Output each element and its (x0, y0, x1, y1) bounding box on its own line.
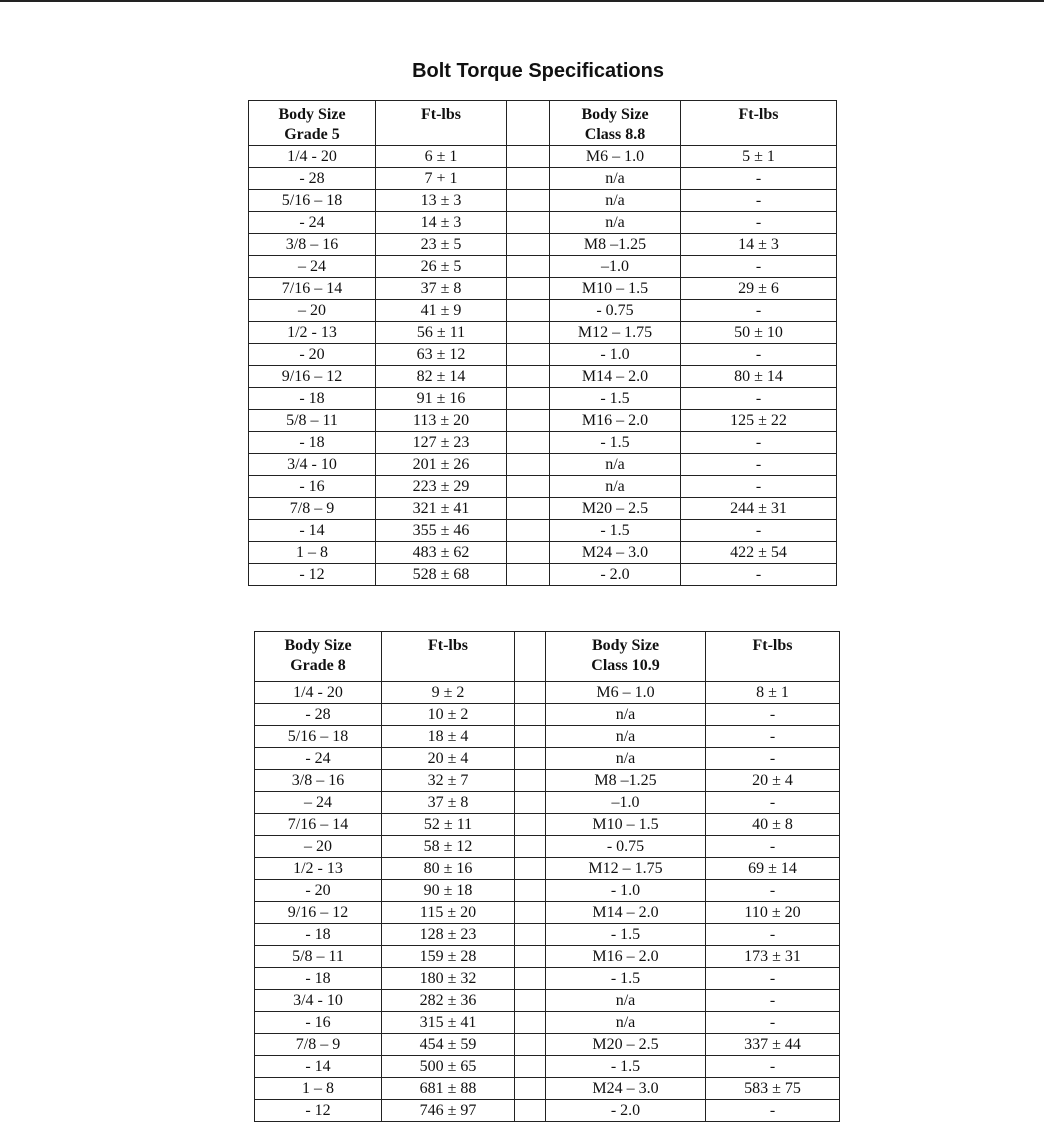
table-row (255, 1012, 840, 1034)
spacer-cell (507, 344, 550, 366)
cell-metric-size: n/a (546, 1012, 706, 1034)
header-grade-label: Grade 8 (290, 657, 346, 674)
cell-body-size: 1/2 - 13 (249, 322, 376, 344)
cell-body-size: - 28 (249, 168, 376, 190)
cell-metric-ft-lbs: 8 ± 1 (706, 682, 840, 704)
cell-metric-size: - 1.5 (550, 520, 681, 542)
cell-body-size: - 18 (255, 924, 382, 946)
cell-ft-lbs: 52 ± 11 (382, 814, 515, 836)
cell-body-size: - 20 (249, 344, 376, 366)
spacer-cell (515, 1078, 546, 1100)
cell-ft-lbs: 82 ± 14 (376, 366, 507, 388)
table-row (249, 476, 837, 498)
cell-metric-size: M10 – 1.5 (550, 278, 681, 300)
cell-metric-ft-lbs: - (681, 454, 837, 476)
cell-body-size: - 18 (249, 432, 376, 454)
table-row (249, 344, 837, 366)
cell-ft-lbs: 528 ± 68 (376, 564, 507, 586)
cell-metric-ft-lbs: 80 ± 14 (681, 366, 837, 388)
spacer-cell (507, 146, 550, 168)
cell-metric-ft-lbs: - (706, 880, 840, 902)
spacer-cell (515, 704, 546, 726)
cell-ft-lbs: 180 ± 32 (382, 968, 515, 990)
spacer-cell (507, 454, 550, 476)
cell-ft-lbs: 315 ± 41 (382, 1012, 515, 1034)
cell-metric-ft-lbs: 29 ± 6 (681, 278, 837, 300)
cell-ft-lbs: 201 ± 26 (376, 454, 507, 476)
cell-metric-ft-lbs: - (706, 1012, 840, 1034)
cell-body-size: 3/4 - 10 (255, 990, 382, 1012)
table-row (249, 498, 837, 520)
table-row (255, 726, 840, 748)
cell-ft-lbs: 20 ± 4 (382, 748, 515, 770)
header-grade-label: Grade 5 (284, 126, 340, 143)
header-body-size-label: Body Size (284, 637, 352, 654)
cell-metric-size: –1.0 (550, 256, 681, 278)
spacer-cell (507, 190, 550, 212)
spacer-cell (507, 168, 550, 190)
cell-metric-size: - 1.5 (550, 432, 681, 454)
table-row (249, 564, 837, 586)
spacer-cell (507, 476, 550, 498)
cell-metric-size: - 1.0 (546, 880, 706, 902)
cell-metric-ft-lbs: - (681, 388, 837, 410)
cell-body-size: - 12 (255, 1100, 382, 1122)
table-row (249, 432, 837, 454)
table-row (255, 858, 840, 880)
cell-metric-ft-lbs: - (681, 300, 837, 322)
cell-ft-lbs: 90 ± 18 (382, 880, 515, 902)
cell-metric-ft-lbs: - (681, 256, 837, 278)
header-body-size-class (550, 101, 681, 146)
cell-body-size: - 16 (255, 1012, 382, 1034)
torque-table-grade8 (254, 631, 840, 1122)
cell-body-size: 1/2 - 13 (255, 858, 382, 880)
cell-metric-ft-lbs: - (681, 520, 837, 542)
table-row (255, 1056, 840, 1078)
cell-body-size: 7/8 – 9 (249, 498, 376, 520)
spacer-cell (507, 300, 550, 322)
cell-metric-size: - 0.75 (546, 836, 706, 858)
cell-ft-lbs: 355 ± 46 (376, 520, 507, 542)
torque-table-grade5 (248, 100, 837, 586)
cell-metric-ft-lbs: 5 ± 1 (681, 146, 837, 168)
table-row (255, 1078, 840, 1100)
header-body-size-label: Body Size (278, 106, 346, 123)
cell-metric-size: - 2.0 (550, 564, 681, 586)
table-row (255, 902, 840, 924)
cell-metric-ft-lbs: 14 ± 3 (681, 234, 837, 256)
table-row (249, 300, 837, 322)
cell-metric-ft-lbs: 173 ± 31 (706, 946, 840, 968)
cell-metric-ft-lbs: - (681, 432, 837, 454)
cell-ft-lbs: 91 ± 16 (376, 388, 507, 410)
table-row (255, 990, 840, 1012)
spacer-cell (507, 542, 550, 564)
spacer-cell (507, 410, 550, 432)
cell-metric-ft-lbs: - (681, 168, 837, 190)
spacer-cell (507, 432, 550, 454)
cell-ft-lbs: 41 ± 9 (376, 300, 507, 322)
cell-metric-size: M16 – 2.0 (550, 410, 681, 432)
cell-metric-ft-lbs: 125 ± 22 (681, 410, 837, 432)
header-ft-lbs: Ft-lbs (382, 632, 515, 682)
cell-ft-lbs: 454 ± 59 (382, 1034, 515, 1056)
spacer-cell (515, 858, 546, 880)
spacer-cell (515, 1100, 546, 1122)
table-row (249, 410, 837, 432)
table-row (255, 836, 840, 858)
cell-ft-lbs: 13 ± 3 (376, 190, 507, 212)
spacer-column (515, 632, 546, 682)
table-row (255, 880, 840, 902)
spacer-cell (507, 366, 550, 388)
cell-metric-ft-lbs: - (706, 726, 840, 748)
spacer-cell (515, 946, 546, 968)
spacer-cell (515, 682, 546, 704)
table-row (255, 770, 840, 792)
cell-body-size: 5/16 – 18 (249, 190, 376, 212)
spacer-cell (507, 234, 550, 256)
cell-ft-lbs: 483 ± 62 (376, 542, 507, 564)
cell-metric-ft-lbs: 40 ± 8 (706, 814, 840, 836)
cell-ft-lbs: 128 ± 23 (382, 924, 515, 946)
top-rule (0, 0, 1044, 2)
cell-metric-ft-lbs: - (681, 564, 837, 586)
cell-metric-size: M12 – 1.75 (546, 858, 706, 880)
table-row (255, 1100, 840, 1122)
spacer-cell (515, 726, 546, 748)
cell-ft-lbs: 63 ± 12 (376, 344, 507, 366)
cell-metric-size: n/a (546, 726, 706, 748)
spacer-cell (507, 322, 550, 344)
cell-metric-size: –1.0 (546, 792, 706, 814)
cell-ft-lbs: 9 ± 2 (382, 682, 515, 704)
cell-body-size: - 24 (255, 748, 382, 770)
cell-metric-size: M24 – 3.0 (546, 1078, 706, 1100)
cell-metric-ft-lbs: - (706, 836, 840, 858)
header-ft-lbs: Ft-lbs (376, 101, 507, 146)
spacer-column (507, 101, 550, 146)
cell-body-size: 5/16 – 18 (255, 726, 382, 748)
cell-metric-ft-lbs: - (681, 476, 837, 498)
cell-body-size: – 20 (255, 836, 382, 858)
cell-metric-ft-lbs: - (706, 968, 840, 990)
cell-ft-lbs: 113 ± 20 (376, 410, 507, 432)
table-row (255, 1034, 840, 1056)
table-row (255, 748, 840, 770)
cell-body-size: 1/4 - 20 (249, 146, 376, 168)
cell-metric-ft-lbs: - (706, 792, 840, 814)
table-row (255, 814, 840, 836)
table-row (249, 322, 837, 344)
cell-body-size: 1 – 8 (255, 1078, 382, 1100)
cell-metric-size: M6 – 1.0 (550, 146, 681, 168)
cell-metric-ft-lbs: 20 ± 4 (706, 770, 840, 792)
cell-metric-size: n/a (550, 190, 681, 212)
header-class-label: Class 8.8 (584, 126, 646, 143)
cell-body-size: 3/8 – 16 (255, 770, 382, 792)
cell-metric-size: M24 – 3.0 (550, 542, 681, 564)
cell-body-size: – 20 (249, 300, 376, 322)
cell-metric-size: - 1.5 (546, 968, 706, 990)
cell-metric-size: M16 – 2.0 (546, 946, 706, 968)
cell-body-size: 1 – 8 (249, 542, 376, 564)
cell-ft-lbs: 58 ± 12 (382, 836, 515, 858)
spacer-cell (507, 564, 550, 586)
cell-ft-lbs: 26 ± 5 (376, 256, 507, 278)
cell-body-size: - 18 (249, 388, 376, 410)
cell-ft-lbs: 282 ± 36 (382, 990, 515, 1012)
cell-body-size: - 14 (255, 1056, 382, 1078)
table-row (249, 146, 837, 168)
cell-metric-ft-lbs: - (681, 212, 837, 234)
cell-metric-size: M10 – 1.5 (546, 814, 706, 836)
cell-metric-size: M8 –1.25 (550, 234, 681, 256)
spacer-cell (515, 836, 546, 858)
table-row (249, 168, 837, 190)
cell-ft-lbs: 23 ± 5 (376, 234, 507, 256)
cell-body-size: - 12 (249, 564, 376, 586)
table-row (249, 278, 837, 300)
spacer-cell (515, 880, 546, 902)
spacer-cell (507, 278, 550, 300)
cell-metric-ft-lbs: 583 ± 75 (706, 1078, 840, 1100)
header-body-size-class (546, 632, 706, 682)
header-class-label: Class 10.9 (591, 657, 660, 674)
cell-metric-size: n/a (546, 990, 706, 1012)
cell-metric-size: - 1.5 (546, 1056, 706, 1078)
spacer-cell (515, 748, 546, 770)
spacer-cell (515, 770, 546, 792)
cell-metric-size: M20 – 2.5 (550, 498, 681, 520)
table-row (255, 682, 840, 704)
cell-metric-ft-lbs: 69 ± 14 (706, 858, 840, 880)
cell-ft-lbs: 500 ± 65 (382, 1056, 515, 1078)
table-row (249, 190, 837, 212)
cell-metric-ft-lbs: - (706, 1100, 840, 1122)
cell-body-size: - 14 (249, 520, 376, 542)
cell-body-size: 7/16 – 14 (249, 278, 376, 300)
cell-ft-lbs: 115 ± 20 (382, 902, 515, 924)
cell-ft-lbs: 37 ± 8 (376, 278, 507, 300)
cell-metric-ft-lbs: - (706, 704, 840, 726)
cell-metric-size: - 0.75 (550, 300, 681, 322)
cell-body-size: - 24 (249, 212, 376, 234)
spacer-cell (515, 902, 546, 924)
table-row (255, 968, 840, 990)
cell-metric-size: n/a (550, 168, 681, 190)
cell-ft-lbs: 321 ± 41 (376, 498, 507, 520)
cell-ft-lbs: 159 ± 28 (382, 946, 515, 968)
header-ft-lbs: Ft-lbs (706, 632, 840, 682)
cell-body-size: 5/8 – 11 (255, 946, 382, 968)
spacer-cell (515, 924, 546, 946)
cell-body-size: 7/16 – 14 (255, 814, 382, 836)
cell-body-size: 1/4 - 20 (255, 682, 382, 704)
table-row (255, 704, 840, 726)
cell-metric-ft-lbs: 50 ± 10 (681, 322, 837, 344)
cell-metric-size: M20 – 2.5 (546, 1034, 706, 1056)
spacer-cell (515, 990, 546, 1012)
cell-metric-ft-lbs: - (681, 344, 837, 366)
cell-metric-size: n/a (546, 704, 706, 726)
cell-metric-size: M14 – 2.0 (546, 902, 706, 924)
table-row (249, 256, 837, 278)
cell-body-size: – 24 (255, 792, 382, 814)
cell-body-size: - 20 (255, 880, 382, 902)
cell-metric-size: - 1.5 (550, 388, 681, 410)
spacer-cell (507, 212, 550, 234)
cell-ft-lbs: 56 ± 11 (376, 322, 507, 344)
spacer-cell (507, 256, 550, 278)
header-body-size-label: Body Size (591, 637, 660, 654)
cell-metric-ft-lbs: 337 ± 44 (706, 1034, 840, 1056)
spacer-cell (507, 388, 550, 410)
cell-metric-ft-lbs: 422 ± 54 (681, 542, 837, 564)
header-body-size-label: Body Size (581, 106, 649, 123)
cell-ft-lbs: 681 ± 88 (382, 1078, 515, 1100)
cell-metric-size: n/a (550, 454, 681, 476)
spacer-cell (515, 792, 546, 814)
cell-metric-size: M14 – 2.0 (550, 366, 681, 388)
cell-metric-size: - 1.0 (550, 344, 681, 366)
cell-ft-lbs: 80 ± 16 (382, 858, 515, 880)
cell-body-size: 5/8 – 11 (249, 410, 376, 432)
cell-ft-lbs: 18 ± 4 (382, 726, 515, 748)
cell-metric-ft-lbs: 244 ± 31 (681, 498, 837, 520)
table-row (249, 520, 837, 542)
header-body-size-grade (249, 101, 376, 146)
table-row (249, 542, 837, 564)
cell-body-size: 7/8 – 9 (255, 1034, 382, 1056)
table-row (249, 366, 837, 388)
cell-body-size: 3/4 - 10 (249, 454, 376, 476)
cell-metric-ft-lbs: - (706, 924, 840, 946)
spacer-cell (507, 498, 550, 520)
cell-body-size: 3/8 – 16 (249, 234, 376, 256)
cell-ft-lbs: 10 ± 2 (382, 704, 515, 726)
spacer-cell (515, 968, 546, 990)
table-row (255, 946, 840, 968)
table-row (249, 388, 837, 410)
cell-body-size: - 28 (255, 704, 382, 726)
cell-ft-lbs: 6 ± 1 (376, 146, 507, 168)
page-title: Bolt Torque Specifications (412, 60, 664, 82)
cell-metric-ft-lbs: 110 ± 20 (706, 902, 840, 924)
spacer-cell (515, 1056, 546, 1078)
cell-metric-ft-lbs: - (681, 190, 837, 212)
table-row (249, 212, 837, 234)
cell-metric-size: - 2.0 (546, 1100, 706, 1122)
cell-body-size: 9/16 – 12 (255, 902, 382, 924)
cell-ft-lbs: 14 ± 3 (376, 212, 507, 234)
spacer-cell (515, 1012, 546, 1034)
header-ft-lbs: Ft-lbs (681, 101, 837, 146)
cell-metric-size: M6 – 1.0 (546, 682, 706, 704)
header-body-size-grade (255, 632, 382, 682)
spacer-cell (507, 520, 550, 542)
cell-metric-ft-lbs: - (706, 990, 840, 1012)
cell-metric-ft-lbs: - (706, 1056, 840, 1078)
cell-ft-lbs: 32 ± 7 (382, 770, 515, 792)
table-row (255, 924, 840, 946)
cell-ft-lbs: 7 + 1 (376, 168, 507, 190)
cell-metric-size: n/a (546, 748, 706, 770)
cell-body-size: 9/16 – 12 (249, 366, 376, 388)
spacer-cell (515, 814, 546, 836)
cell-ft-lbs: 746 ± 97 (382, 1100, 515, 1122)
cell-metric-size: M8 –1.25 (546, 770, 706, 792)
cell-body-size: - 18 (255, 968, 382, 990)
cell-metric-size: n/a (550, 212, 681, 234)
cell-metric-size: n/a (550, 476, 681, 498)
cell-ft-lbs: 37 ± 8 (382, 792, 515, 814)
cell-metric-size: - 1.5 (546, 924, 706, 946)
table-row (255, 792, 840, 814)
cell-ft-lbs: 127 ± 23 (376, 432, 507, 454)
cell-metric-size: M12 – 1.75 (550, 322, 681, 344)
cell-metric-ft-lbs: - (706, 748, 840, 770)
table-row (249, 454, 837, 476)
cell-ft-lbs: 223 ± 29 (376, 476, 507, 498)
table-row (249, 234, 837, 256)
cell-body-size: - 16 (249, 476, 376, 498)
cell-body-size: – 24 (249, 256, 376, 278)
spacer-cell (515, 1034, 546, 1056)
